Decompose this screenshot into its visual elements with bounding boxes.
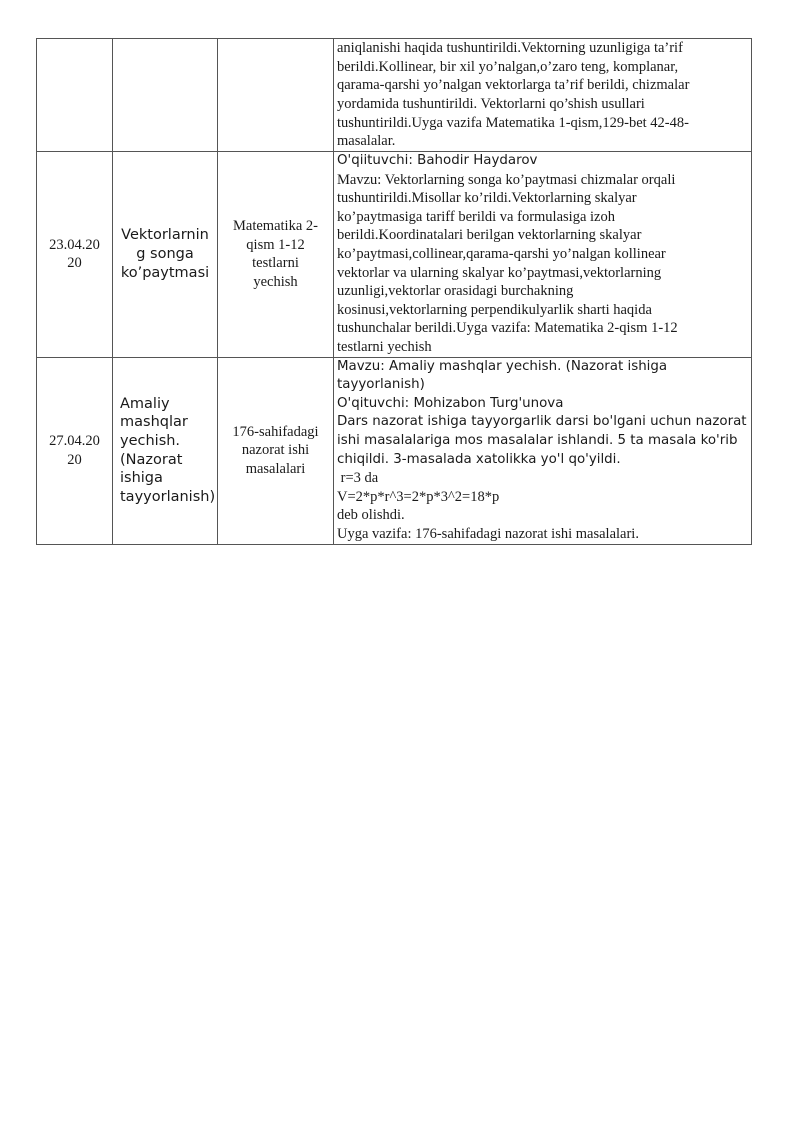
- formula-line: V=2*p*r^3=2*p*3^2=18*p: [337, 488, 500, 505]
- date-cell: [37, 357, 113, 544]
- description-line: tushunchalar berildi.Uyga vazifa: Matematika 2-qism 1-12: [337, 320, 678, 337]
- topic-line: g songa: [136, 245, 194, 262]
- topic-cell: [113, 357, 218, 544]
- homework-line: Matematika 2-: [233, 218, 318, 235]
- description-line: Dars nazorat ishiga tayyorgarlik darsi bo'lgani uchun nazorat: [337, 414, 747, 430]
- homework-line: nazorat ishi: [241, 442, 310, 459]
- topic-line: ko’paytmasi: [120, 264, 210, 281]
- topic-cell: [113, 152, 218, 358]
- description-line: testlarni yechish: [337, 338, 432, 355]
- homework-line: testlarni: [252, 255, 299, 272]
- topic-line: tayyorlanish): [337, 377, 425, 393]
- description-line: aniqlanishi haqida tushuntirildi.Vektorning uzunligiga ta’rif: [337, 40, 683, 57]
- description-line: qarama-qarshi yo’nalgan vektorlarga ta’rif berildi, chizmalar: [337, 77, 690, 94]
- date-cell: [37, 152, 113, 358]
- table-row: [37, 357, 752, 544]
- date-line: 27.04.20: [49, 432, 100, 449]
- description-cell: [334, 39, 752, 152]
- description-line: berildi.Koordinatalari berilgan vektorlarning skalyar: [337, 227, 642, 244]
- table-row: [37, 39, 752, 152]
- description-line: berildi.Kollinear, bir xil yo’nalgan,o’zaro teng, komplanar,: [337, 58, 679, 75]
- homework-line: yechish: [253, 273, 298, 290]
- lessons-table: [36, 38, 752, 545]
- topic-line: yechish.: [120, 432, 181, 449]
- description-line: masalalar.: [337, 133, 396, 150]
- topic-line: Amaliy: [120, 395, 170, 412]
- topic-line: tayyorlanish): [120, 488, 216, 505]
- homework-line: qism 1-12: [246, 236, 305, 253]
- date-line: 20: [67, 451, 82, 468]
- date-line: 20: [67, 255, 82, 272]
- description-line: uzunligi,vektorlar orasidagi burchakning: [337, 283, 574, 300]
- homework-line: 176-sahifadagi: [232, 423, 319, 440]
- homework-line: masalalari: [245, 460, 306, 477]
- homework-assignment-line: Uyga vazifa: 176-sahifadagi nazorat ishi masalalari.: [337, 525, 639, 542]
- topic-line: ishiga: [120, 470, 163, 487]
- topic-cell: [113, 39, 218, 152]
- description-line: ko’paytmasiga tariff berildi va formulasiga izoh: [337, 208, 615, 225]
- description-line: r=3 da: [337, 470, 379, 487]
- description-line: Mavzu: Vektorlarning songa ko’paytmasi chizmalar orqali: [337, 171, 676, 188]
- description-cell: [334, 152, 752, 358]
- topic-line: Mavzu: Amaliy mashqlar yechish. (Nazorat ishiga: [337, 358, 668, 374]
- description-line: ko’paytmasi,collinear,qarama-qarshi yo’nalgan kollinear: [337, 245, 666, 262]
- homework-cell: [218, 152, 334, 358]
- description-line: deb olishdi.: [337, 507, 405, 524]
- date-line: 23.04.20: [49, 236, 100, 253]
- date-cell: [37, 39, 113, 152]
- description-line: ishi masalalariga mos masalalar ishlandi. 5 ta masala ko'rib: [337, 432, 738, 448]
- description-line: tushuntirildi.Uyga vazifa Matematika 1-qism,129-bet 42-48-: [337, 114, 689, 131]
- teacher-line: O'qiituvchi: Bahodir Haydarov: [337, 153, 538, 168]
- topic-line: mashqlar: [120, 414, 188, 431]
- teacher-line: O'qituvchi: Mohizabon Turg'unova: [337, 395, 564, 411]
- description-line: kosinusi,vektorlarning perpendikulyarlik sharti haqida: [337, 301, 652, 318]
- description-line: tushuntirildi.Misollar ko’rildi.Vektorlarning skalyar: [337, 190, 637, 207]
- topic-line: Vektorlarnin: [121, 227, 209, 244]
- homework-cell: [218, 357, 334, 544]
- description-line: chiqildi. 3-masalada xatolikka yo'l qo'yildi.: [337, 451, 621, 467]
- document-page: [36, 38, 751, 545]
- topic-line: (Nazorat: [120, 451, 183, 468]
- table-row: [37, 152, 752, 358]
- description-line: vektorlar va ularning skalyar ko’paytmasi,vektorlarning: [337, 264, 662, 281]
- description-line: yordamida tushuntirildi. Vektorlarni qo’shish usullari: [337, 96, 645, 112]
- description-cell: [334, 357, 752, 544]
- homework-cell: [218, 39, 334, 152]
